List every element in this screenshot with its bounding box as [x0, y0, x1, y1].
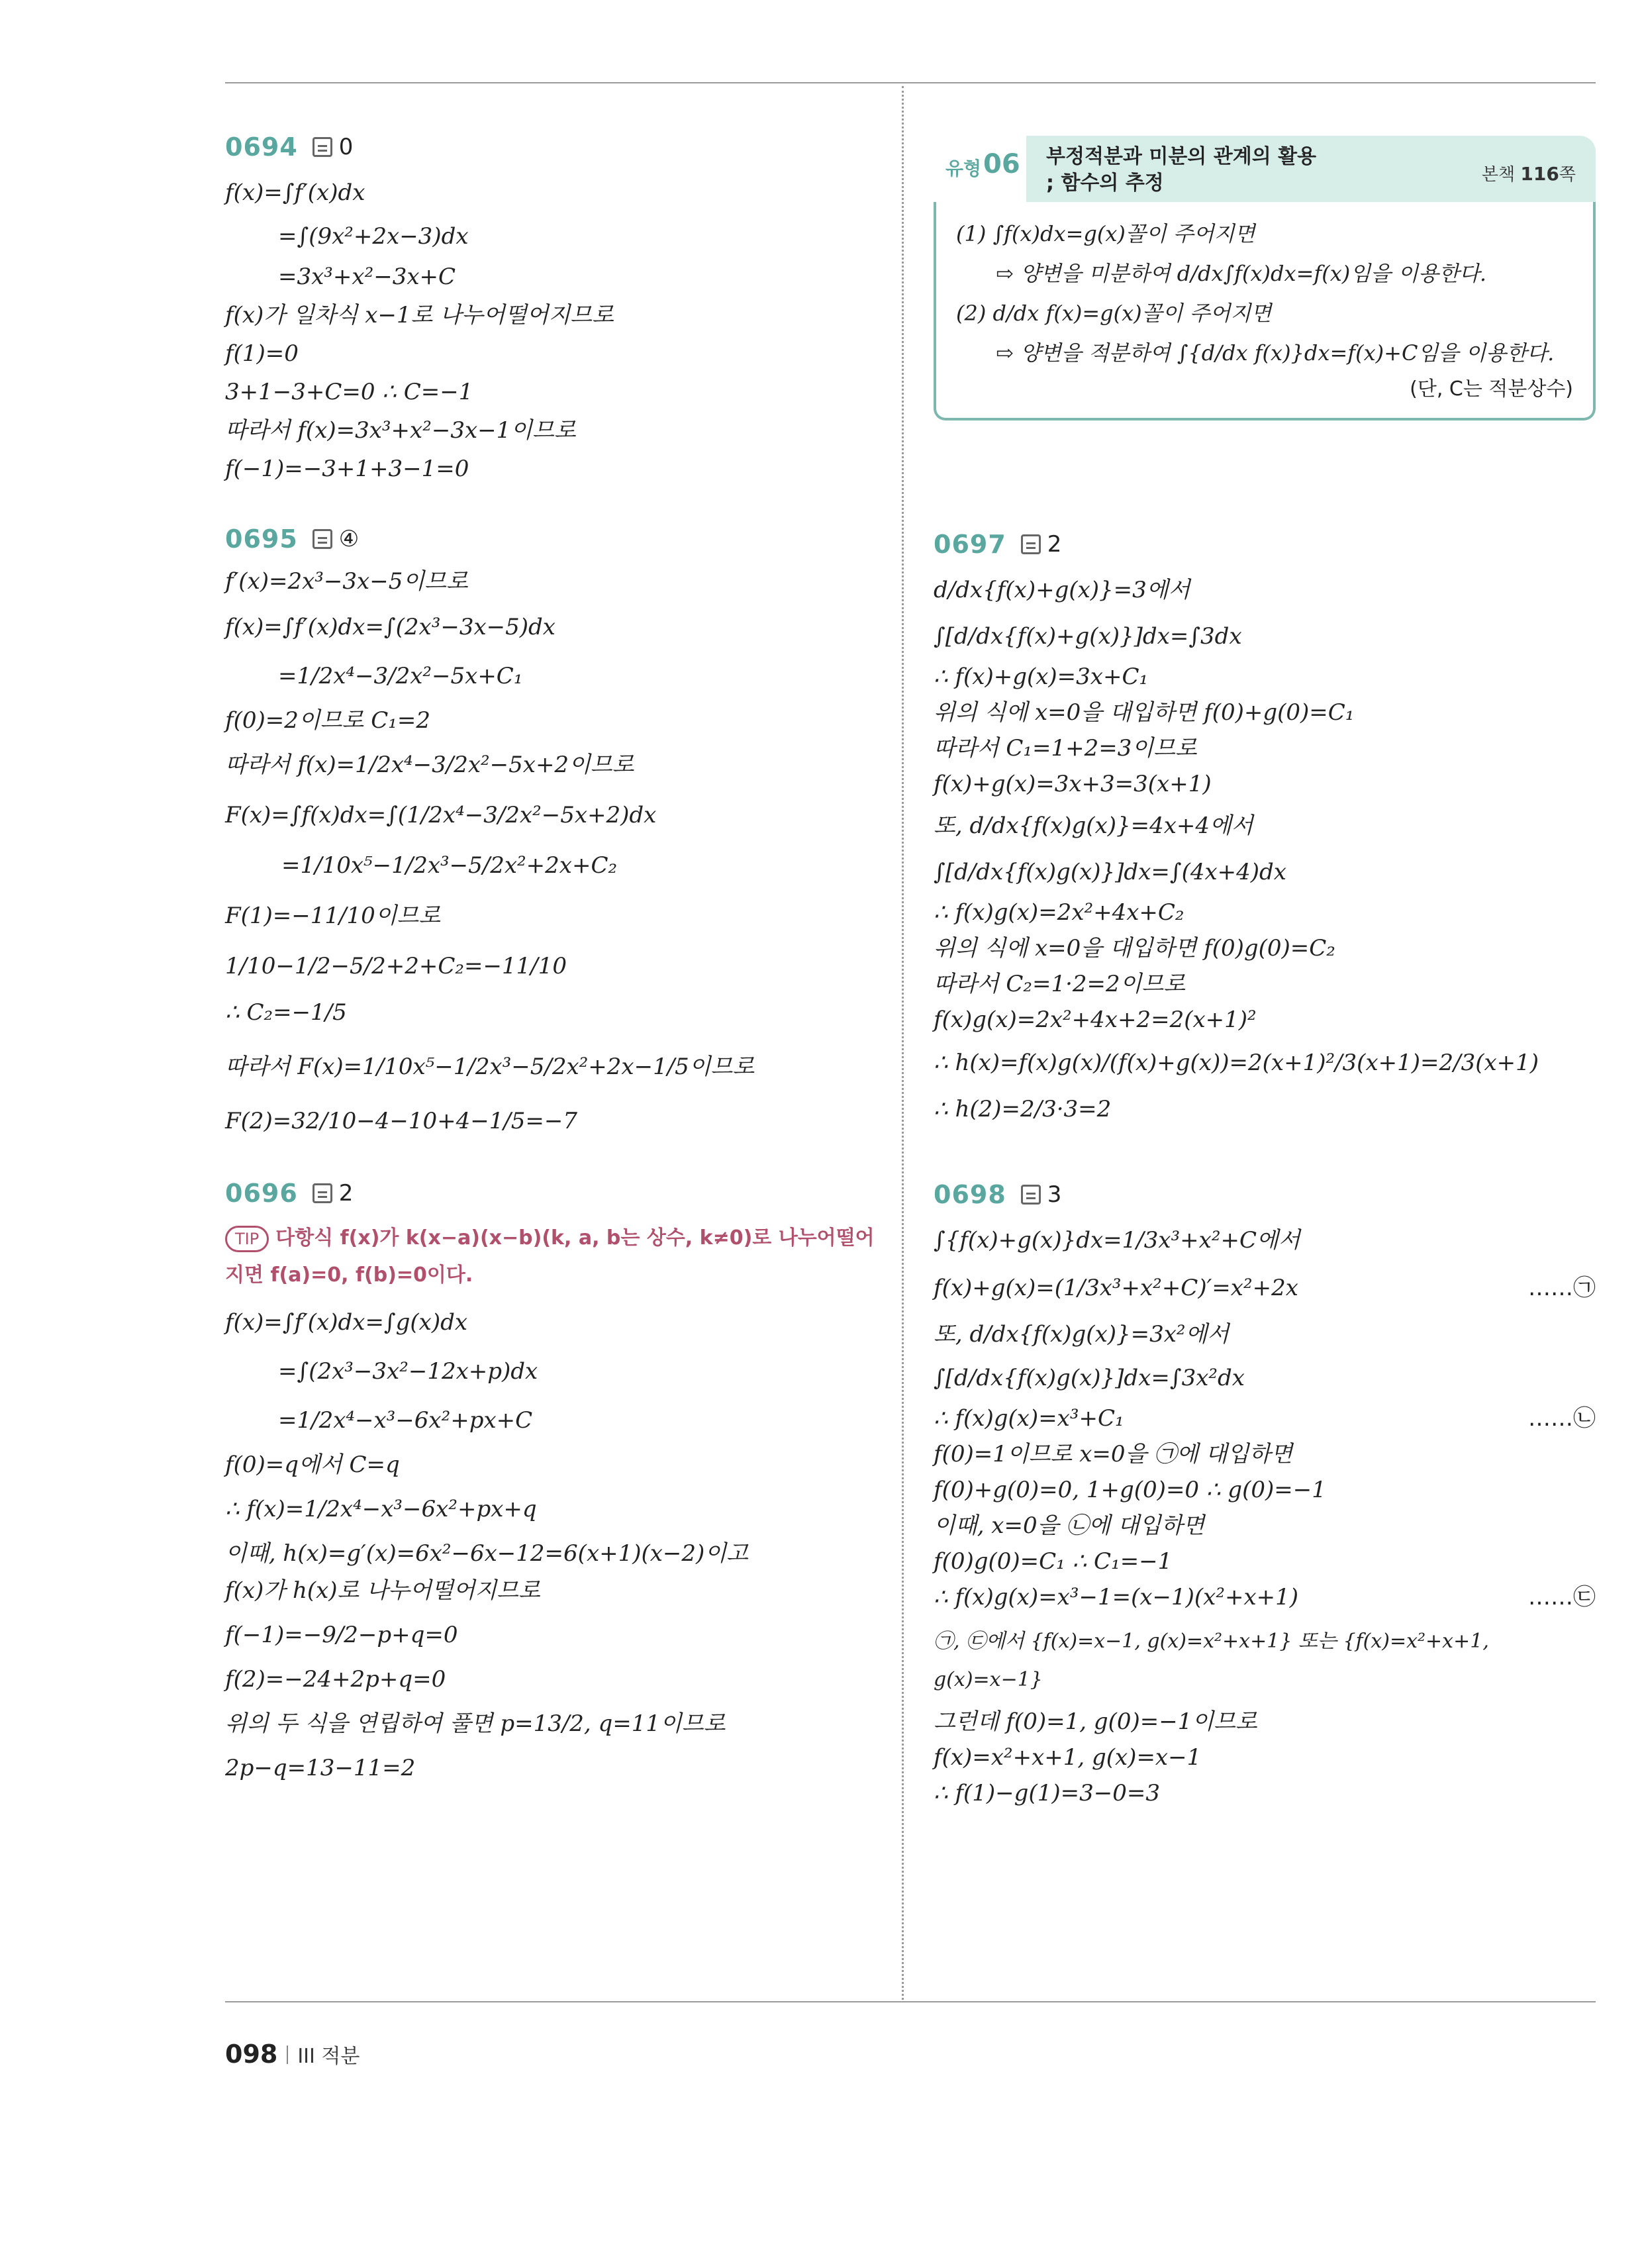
- solution-line: ∴ h(x)=f(x)g(x)/(f(x)+g(x))=2(x+1)²/3(x+1)=2/3(x+1): [934, 1050, 1539, 1076]
- answer-value: ④: [338, 526, 360, 552]
- solution-line: f(x)가 h(x)로 나누어떨어지므로: [225, 1577, 540, 1604]
- answer-icon: [1021, 534, 1041, 554]
- type-number: 06: [983, 149, 1020, 179]
- top-rule: [225, 82, 1596, 83]
- solution-line: ㉠, ㉢에서 {f(x)=x−1, g(x)=x²+x+1} 또는 {f(x)=x²+x+1, g(x)=x−1}: [934, 1630, 1489, 1691]
- reference-suffix: 쪽: [1559, 165, 1576, 185]
- type-item: (1) ∫f(x)dx=g(x)꼴이 주어지면: [956, 221, 1255, 246]
- solution-line: ∴ f(x)+g(x)=3x+C₁: [934, 664, 1149, 690]
- solution-line: ∴ f(x)g(x)=2x²+4x+C₂: [934, 899, 1184, 926]
- answer-value: 2: [338, 1180, 354, 1207]
- left-column: [225, 113, 887, 1784]
- solution-line: 위의 두 식을 연립하여 풀면 p=13/2, q=11이므로: [225, 1710, 726, 1737]
- type-title: [1046, 144, 1316, 197]
- solution-line: 또, d/dx{f(x)g(x)}=3x²에서: [934, 1321, 1230, 1348]
- solution-line: f(0)=q에서 C=q: [225, 1452, 400, 1478]
- solution-line: [934, 1403, 1596, 1434]
- solution-line: ∫{f(x)+g(x)}dx=1/3x³+x²+C에서: [934, 1227, 1300, 1254]
- problem-number: 0695: [225, 524, 298, 554]
- problem-header: [225, 132, 887, 162]
- solution-line: =∫(2x³−3x²−12x+p)dx: [278, 1358, 538, 1385]
- answer-icon: [313, 1183, 332, 1203]
- type-box: [934, 136, 1596, 420]
- problem-header: [225, 524, 887, 554]
- solution-line: ∫[d/dx{f(x)+g(x)}]dx=∫3dx: [934, 623, 1242, 650]
- right-column: [934, 530, 1596, 1809]
- type-title-line: 부정적분과 미분의 관계의 활용: [1046, 145, 1317, 168]
- equation-marker: ……㉢: [1528, 1584, 1596, 1610]
- solution-line: 3+1−3+C=0 ∴ C=−1: [225, 379, 473, 405]
- solution-line: ∫[d/dx{f(x)g(x)}]dx=∫(4x+4)dx: [934, 859, 1286, 885]
- tip-text: 지면 f(a)=0, f(b)=0이다.: [225, 1263, 473, 1287]
- tip-text: 다항식 f(x)가 k(x−a)(x−b)(k, a, b는 상수, k≠0)로 나누어떨어: [275, 1226, 875, 1250]
- answer-value: 3: [1047, 1181, 1062, 1208]
- solution-line: f(0)=1이므로 x=0을 ㉠에 대입하면: [934, 1441, 1293, 1467]
- answer-value: 2: [1047, 531, 1062, 558]
- problem-number: 0697: [934, 530, 1006, 559]
- solution-line: 따라서 f(x)=3x³+x²−3x−1이므로: [225, 417, 576, 444]
- solution-line: F(x)=∫f(x)dx=∫(1/2x⁴−3/2x²−5x+2)dx: [225, 802, 657, 828]
- problem-number: 0698: [934, 1180, 1006, 1209]
- solution-line: 따라서 C₁=1+2=3이므로: [934, 735, 1197, 762]
- solution-line: 이때, x=0을 ㉡에 대입하면: [934, 1512, 1205, 1539]
- solution-line: [934, 1581, 1596, 1613]
- solution-line: =∫(9x²+2x−3)dx: [278, 223, 469, 250]
- solution-line: ∴ f(x)=1/2x⁴−x³−6x²+px+q: [225, 1496, 537, 1522]
- solution-line: f(2)=−24+2p+q=0: [225, 1666, 446, 1693]
- solution-line: f′(x)=2x³−3x−5이므로: [225, 568, 468, 595]
- solution-line: ∫[d/dx{f(x)g(x)}]dx=∫3x²dx: [934, 1365, 1245, 1391]
- problem-0695: [225, 524, 887, 1140]
- section-title: III 적분: [297, 2045, 360, 2068]
- solution-line: =3x³+x²−3x+C: [278, 264, 456, 290]
- solution-text: ∴ f(x)g(x)=x³−1=(x−1)(x²+x+1): [934, 1584, 1299, 1610]
- solution-line: [934, 1269, 1596, 1307]
- type-title-line: ; 함수의 추정: [1046, 172, 1164, 195]
- answer-icon: [1021, 1185, 1041, 1205]
- solution-line: F(2)=32/10−4−10+4−1/5=−7: [225, 1108, 578, 1134]
- solution-line: ∴ h(2)=2/3·3=2: [934, 1096, 1112, 1122]
- solution-line: F(1)=−11/10이므로: [225, 903, 441, 929]
- footer-divider: [287, 2046, 288, 2064]
- solution-line: 위의 식에 x=0을 대입하면 f(0)+g(0)=C₁: [934, 699, 1355, 726]
- solution-line: 따라서 f(x)=1/2x⁴−3/2x²−5x+2이므로: [225, 752, 634, 778]
- solution-line: f(0)=2이므로 C₁=2: [225, 707, 430, 734]
- type-box-header: [934, 136, 1596, 202]
- solution-line: f(x)=∫f′(x)dx: [225, 179, 365, 206]
- type-reference: [1482, 161, 1576, 185]
- tip-line: [225, 1220, 887, 1257]
- type-item: ⇨ 양변을 미분하여 d/dx∫f(x)dx=f(x)임을 이용한다.: [996, 261, 1487, 286]
- solution-line: f(0)+g(0)=0, 1+g(0)=0 ∴ g(0)=−1: [934, 1477, 1326, 1503]
- problem-0698: [934, 1180, 1596, 1809]
- equation-marker: ……㉠: [1528, 1275, 1596, 1301]
- solution-line: 위의 식에 x=0을 대입하면 f(0)g(0)=C₂: [934, 935, 1335, 961]
- solution-line: 2p−q=13−11=2: [225, 1755, 416, 1781]
- solution-line: f(x)+g(x)=3x+3=3(x+1): [934, 771, 1212, 797]
- problem-0694: [225, 132, 887, 485]
- solution-line: f(x)=∫f′(x)dx=∫g(x)dx: [225, 1309, 468, 1336]
- answer-icon: [313, 529, 332, 549]
- equation-marker: ……㉡: [1528, 1405, 1596, 1432]
- reference-page: 116: [1520, 163, 1559, 185]
- answer-value: 0: [338, 134, 354, 160]
- problem-0697: [934, 530, 1596, 1128]
- solution-text: ∴ f(x)g(x)=x³+C₁: [934, 1405, 1124, 1432]
- solution-line: f(x)g(x)=2x²+4x+2=2(x+1)²: [934, 1007, 1257, 1033]
- problem-number: 0694: [225, 132, 298, 162]
- page-number: 098: [225, 2040, 278, 2069]
- solution-line: =1/2x⁴−3/2x²−5x+C₁: [278, 663, 523, 689]
- problem-header: [225, 1179, 887, 1208]
- problem-header: [934, 530, 1596, 559]
- solution-line: f(−1)=−3+1+3−1=0: [225, 456, 469, 482]
- problem-header: [934, 1180, 1596, 1209]
- solution-line: 따라서 C₂=1·2=2이므로: [934, 971, 1186, 997]
- solution-line: f(0)g(0)=C₁ ∴ C₁=−1: [934, 1548, 1173, 1575]
- solution-line: 또, d/dx{f(x)g(x)}=4x+4에서: [934, 813, 1253, 839]
- solution-line: 1/10−1/2−5/2+2+C₂=−11/10: [225, 953, 567, 979]
- solution-line: ∴ C₂=−1/5: [225, 999, 347, 1026]
- column-divider: [902, 86, 904, 2000]
- bottom-rule: [225, 2001, 1596, 2002]
- type-box-body: [934, 202, 1596, 420]
- solution-line: f(x)=∫f′(x)dx=∫(2x³−3x−5)dx: [225, 614, 555, 640]
- solution-line: f(1)=0: [225, 340, 299, 367]
- solution-line: 이때, h(x)=g′(x)=6x²−6x−12=6(x+1)(x−2)이고: [225, 1540, 749, 1567]
- solution-line: 그런데 f(0)=1, g(0)=−1이므로: [934, 1708, 1257, 1735]
- solution-line: d/dx{f(x)+g(x)}=3에서: [934, 577, 1190, 603]
- type-item: ⇨ 양변을 적분하여 ∫{d/dx f(x)}dx=f(x)+C임을 이용한다.: [996, 340, 1555, 366]
- solution-line: =1/10x⁵−1/2x³−5/2x²+2x+C₂: [281, 852, 618, 879]
- type-item: (2) d/dx f(x)=g(x)꼴이 주어지면: [956, 301, 1272, 326]
- reference-prefix: 본책: [1481, 165, 1516, 185]
- type-note: (단, C는 적분상수): [1410, 377, 1573, 401]
- solution-line: =1/2x⁴−x³−6x²+px+C: [278, 1407, 533, 1434]
- type-label: 유형: [945, 158, 982, 179]
- tip-badge: TIP: [225, 1226, 269, 1252]
- answer-icon: [313, 137, 332, 157]
- solution-line: f(x)가 일차식 x−1로 나누어떨어지므로: [225, 302, 614, 328]
- solution-line: 따라서 F(x)=1/10x⁵−1/2x³−5/2x²+2x−1/5이므로: [225, 1054, 755, 1080]
- solution-line: f(x)=x²+x+1, g(x)=x−1: [934, 1744, 1202, 1771]
- problem-0696: [225, 1179, 887, 1784]
- solution-text: f(x)+g(x)=(1/3x³+x²+C)′=x²+2x: [934, 1275, 1298, 1301]
- problem-number: 0696: [225, 1179, 298, 1208]
- solution-line: f(−1)=−9/2−p+q=0: [225, 1622, 458, 1648]
- page-footer: [225, 2040, 360, 2069]
- solution-line: ∴ f(1)−g(1)=3−0=3: [934, 1780, 1160, 1806]
- type-badge: [934, 136, 1026, 202]
